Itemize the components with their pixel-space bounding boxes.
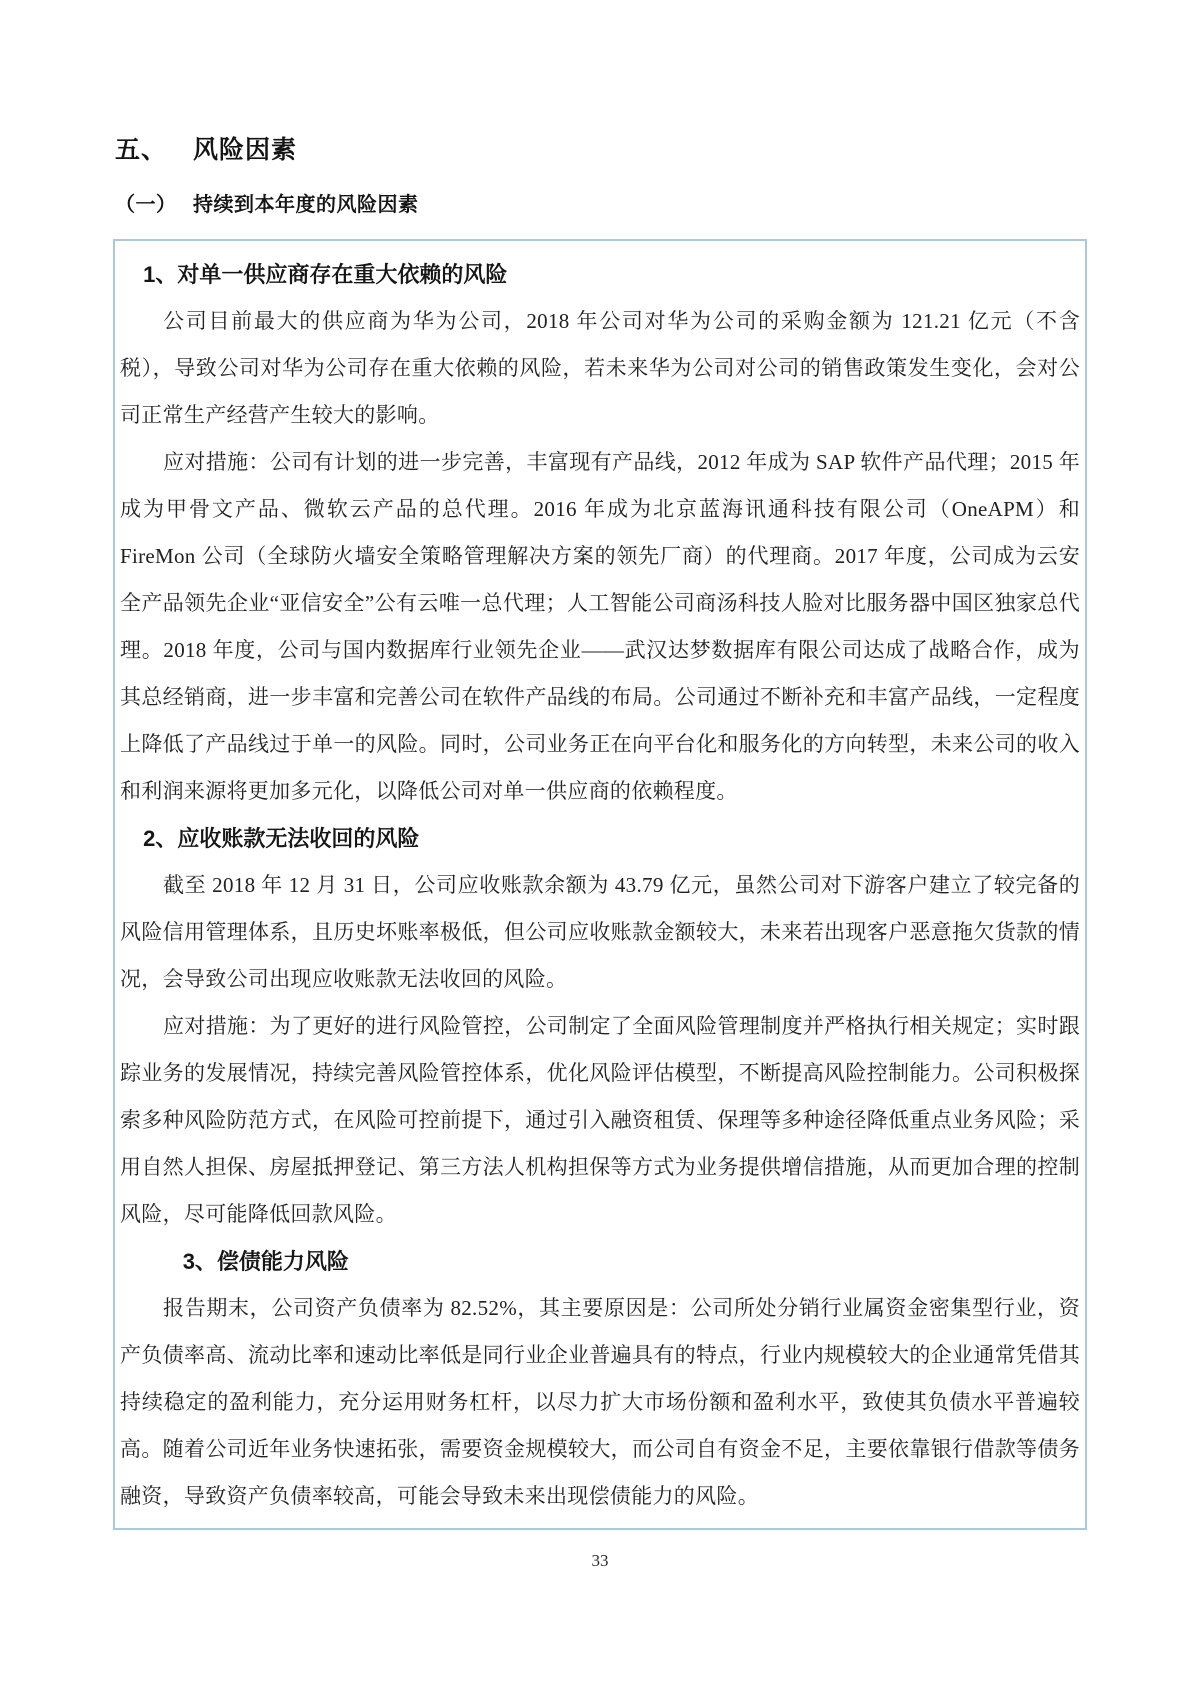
- risk-section-heading: 1、对单一供应商存在重大依赖的风险: [143, 262, 508, 287]
- risk-section-heading: 3、偿债能力风险: [182, 1249, 349, 1274]
- page-number: 33: [591, 1551, 609, 1570]
- risk-section-supplier-dependence: [120, 251, 1080, 815]
- risk-paragraph: 公司目前最大的供应商为华为公司，2018 年公司对华为公司的采购金额为 121.21 亿元（不含税），导致公司对华为公司存在重大依赖的风险，若未来华为公司对公司的销售政策发生变化，会对公司正常生产经营产生较大的影响。: [120, 309, 1080, 427]
- page-title: [115, 130, 297, 166]
- risk-paragraph: 截至 2018 年 12 月 31 日，公司应收账款余额为 43.79 亿元，虽然公司对下游客户建立了较完备的风险信用管理体系，且历史坏账率极低，但公司应收账款金额较大，未来若出现客户恶意拖欠货款的情况，会导致公司出现应收账款无法收回的风险。: [120, 873, 1080, 991]
- risk-section-heading: 2、应收账款无法收回的风险: [143, 826, 420, 851]
- page-subtitle-number: （一）: [115, 194, 177, 216]
- page-subtitle-text: 持续到本年度的风险因素: [193, 194, 419, 216]
- page-title-text: 风险因素: [193, 136, 298, 164]
- risk-section-receivables: [120, 815, 1080, 1238]
- risk-paragraph: 报告期末，公司资产负债率为 82.52%，其主要原因是：公司所处分销行业属资金密集型行业，资产负债率高、流动比率和速动比率低是同行业企业普遍具有的特点，行业内规模较大的企业通常凭借其持续稳定的盈利能力，充分运用财务杠杆，以尽力扩大市场份额和盈利水平，致使其负债水平普遍较高。随着公司近年业务快速拓张，需要资金规模较大，而公司自有资金不足，主要依靠银行借款等债务融资，导致资产负债率较高，可能会导致未来出现偿债能力的风险。: [120, 1296, 1080, 1508]
- page-title-number: 五、: [115, 136, 168, 164]
- page-subtitle: [115, 188, 419, 217]
- risk-paragraph: 应对措施：公司有计划的进一步完善，丰富现有产品线，2012 年成为 SAP 软件产品代理；2015 年成为甲骨文产品、微软云产品的总代理。2016 年成为北京蓝海讯通科技有限公司（OneAPM）和 FireMon 公司（全球防火墙安全策略管理解决方案的领先厂商）的代理商。2017 年度，公司成为云安全产品领先企业“亚信安全”公有云唯一总代理；人工智能公司商汤科技人脸对比服务器中国区独家总代理。2018 年度，公司与国内数据库行业领先企业——武汉达梦数据库有限公司达成了战略合作，成为其总经销商，进一步丰富和完善公司在软件产品线的布局。公司通过不断补充和丰富产品线，一定程度上降低了产品线过于单一的风险。同时，公司业务正在向平台化和服务化的方向转型，未来公司的收入和利润来源将更加多元化，以降低公司对单一供应商的依赖程度。: [120, 450, 1080, 803]
- risk-factors-box: [113, 239, 1087, 1530]
- risk-paragraph: 应对措施：为了更好的进行风险管控，公司制定了全面风险管理制度并严格执行相关规定；实时跟踪业务的发展情况，持续完善风险管控体系，优化风险评估模型，不断提高风险控制能力。公司积极探索多种风险防范方式，在风险可控前提下，通过引入融资租赁、保理等多种途径降低重点业务风险；采用自然人担保、房屋抵押登记、第三方法人机构担保等方式为业务提供增信措施，从而更加合理的控制风险，尽可能降低回款风险。: [120, 1014, 1080, 1226]
- risk-section-solvency: [120, 1238, 1080, 1520]
